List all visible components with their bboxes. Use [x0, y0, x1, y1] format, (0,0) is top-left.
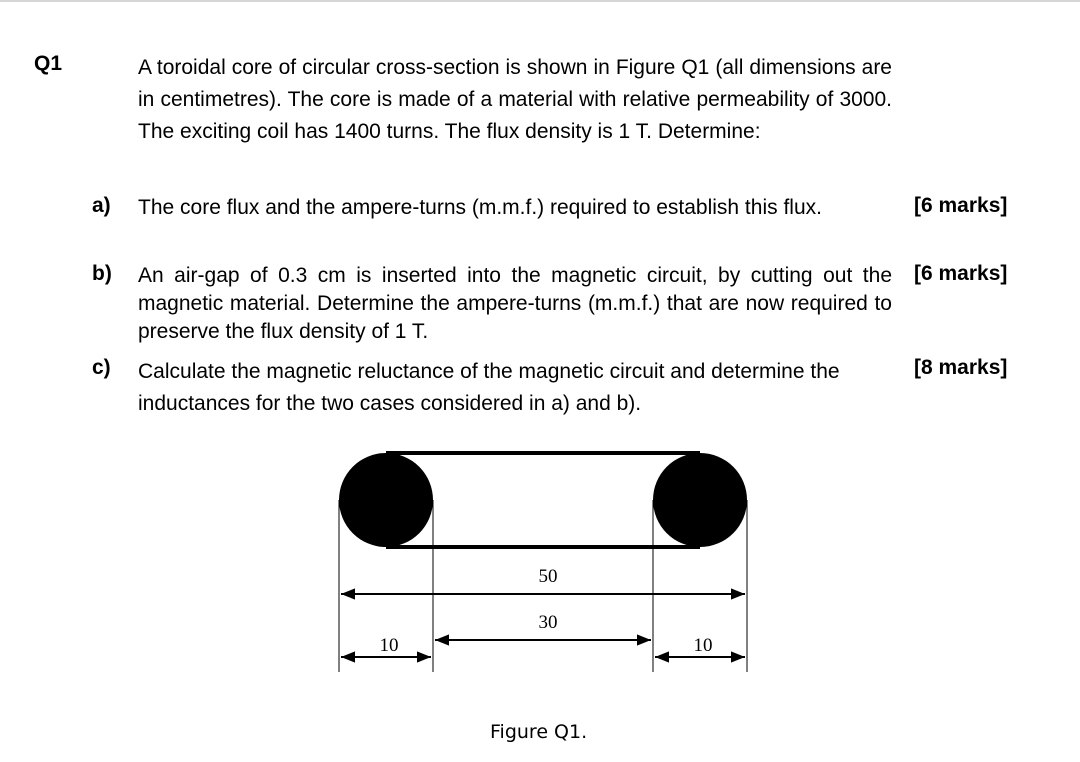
- core-section-right: [653, 453, 747, 547]
- part-a-marks: [6 marks]: [914, 194, 1008, 217]
- part-b-marks: [6 marks]: [914, 262, 1008, 285]
- part-a-label: a): [92, 194, 111, 217]
- question-intro: A toroidal core of circular cross-section is shown in Figure Q1 (all dimensions are in centimetres). The core is made of a material with relative permeability of 3000. The exciting coil has 1400 turns. The flux density is 1 T. Determine:: [138, 56, 892, 143]
- part-b-label: b): [92, 262, 112, 285]
- core-section-left: [339, 453, 433, 547]
- part-a-text: The core flux and the ampere-turns (m.m.f.) required to establish this flux.: [138, 196, 822, 219]
- dim-inner-label: 30: [538, 612, 558, 633]
- dim-left-label: 10: [379, 635, 399, 656]
- question-number: Q1: [34, 52, 63, 75]
- dim-outer-label: 50: [538, 566, 558, 587]
- dim-right-label: 10: [693, 635, 713, 656]
- figure-caption: Figure Q1.: [490, 721, 588, 743]
- part-c-marks: [8 marks]: [914, 356, 1008, 379]
- part-c-text: Calculate the magnetic reluctance of the magnetic circuit and determine the inductances for the two cases considered in a) and b).: [138, 360, 840, 415]
- part-b-text: An air-gap of 0.3 cm is inserted into the magnetic circuit, by cutting out the magnetic material. Determine the ampere-turns (m.m.f.) that are now required to preserve the flux density of 1 T.: [138, 264, 892, 343]
- part-c-label: c): [92, 356, 111, 379]
